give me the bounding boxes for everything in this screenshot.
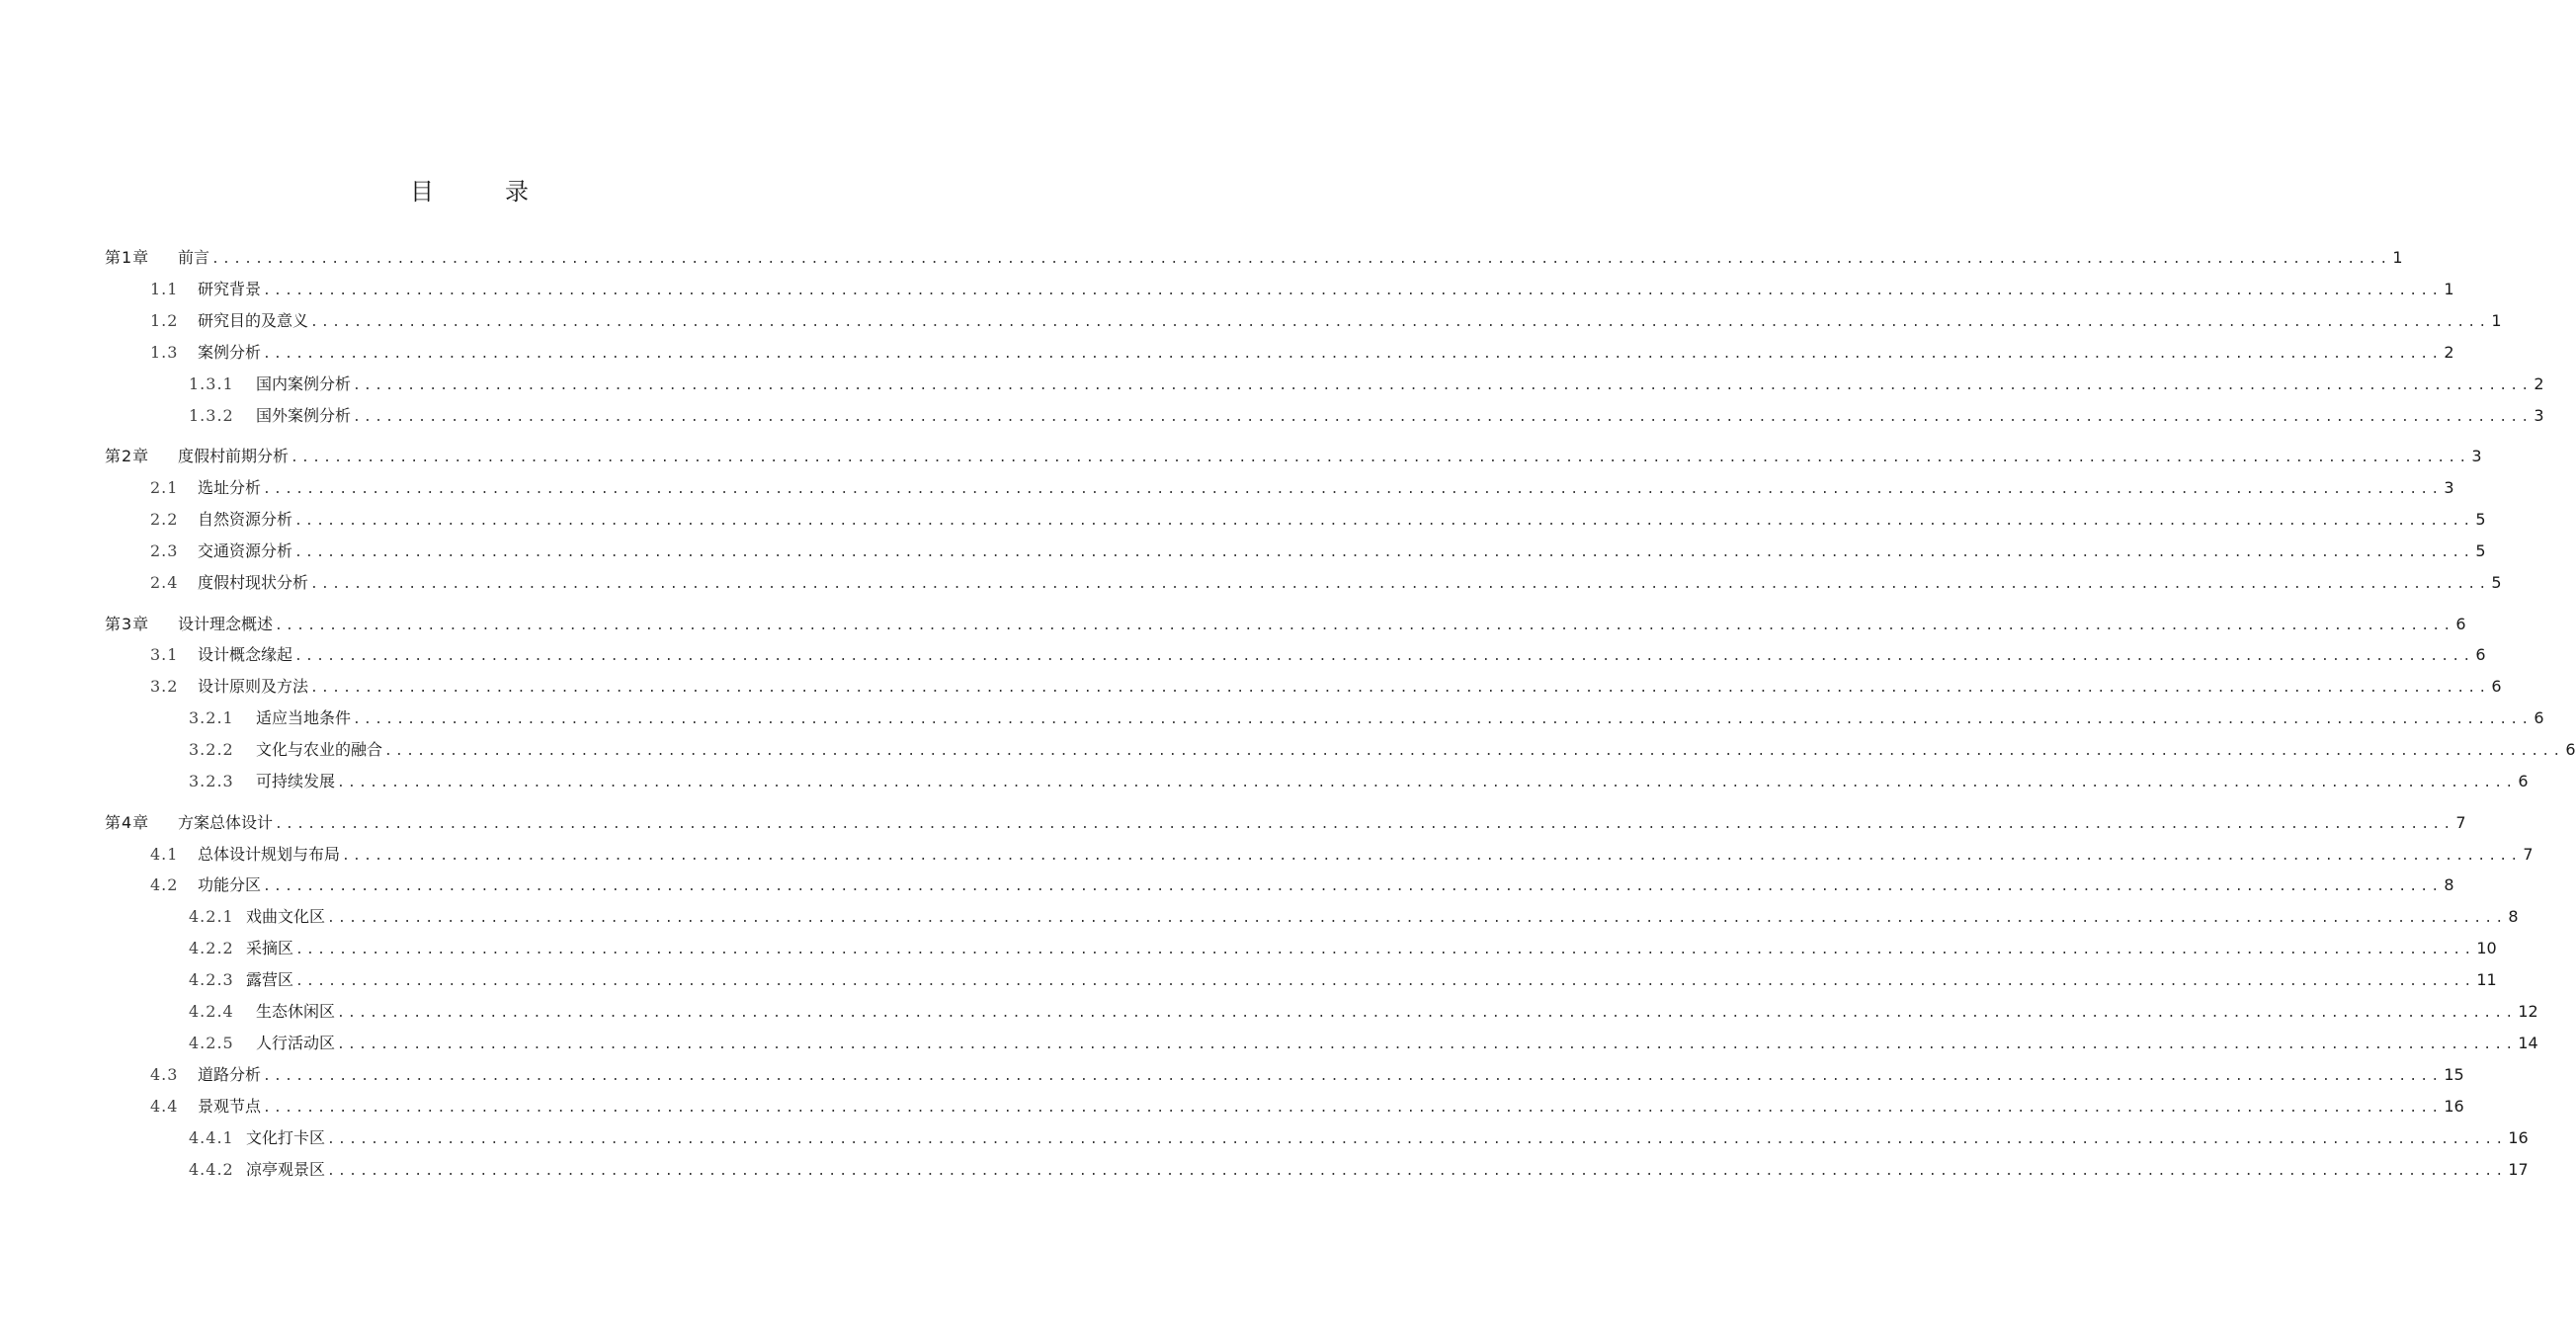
toc-entry-label xyxy=(150,309,308,333)
toc-page-number: 5 xyxy=(2491,573,2502,592)
toc-entry-label xyxy=(189,373,351,396)
toc-entry-title: 采摘区 xyxy=(246,939,294,957)
toc-page-number: 6 xyxy=(2534,708,2544,727)
toc-page-number: 3 xyxy=(2471,447,2482,465)
toc-page-number: 3 xyxy=(2444,478,2454,497)
toc-entry-number: 4.2.1 xyxy=(189,907,234,926)
toc-section-entry[interactable] xyxy=(189,770,2529,793)
toc-page-number: 6 xyxy=(2565,740,2576,759)
toc-section-entry[interactable] xyxy=(189,738,2576,762)
toc-entry-title: 戏曲文化区 xyxy=(246,907,326,926)
dot-leader: ........................................................................................................................................................................................................ xyxy=(294,649,2474,664)
toc-entry-label xyxy=(150,1095,261,1119)
toc-entry-number: 第1章 xyxy=(105,248,150,267)
toc-section-entry[interactable] xyxy=(150,1095,2464,1119)
toc-entry-number: 3.1 xyxy=(150,645,179,664)
dot-leader: ........................................................................................................................................................................................................ xyxy=(263,284,2443,298)
toc-entry-number: 第2章 xyxy=(105,447,150,465)
toc-entry-label xyxy=(150,843,340,867)
dot-leader: ........................................................................................................................................................................................................ xyxy=(384,744,2564,759)
toc-section-entry[interactable] xyxy=(150,540,2486,563)
dot-leader: ........................................................................................................................................................................................................ xyxy=(353,712,2533,727)
toc-section-entry[interactable] xyxy=(189,1158,2529,1182)
toc-page-number: 6 xyxy=(2491,677,2502,696)
toc-page-number: 14 xyxy=(2518,1034,2538,1052)
dot-leader: ........................................................................................................................................................................................................ xyxy=(294,545,2474,560)
toc-entry-label xyxy=(189,937,293,960)
toc-page-number: 2 xyxy=(2444,343,2454,362)
dot-leader: ........................................................................................................................................................................................................ xyxy=(263,1101,2443,1116)
toc-section-entry[interactable] xyxy=(150,675,2502,699)
toc-entry-label xyxy=(189,770,335,793)
dot-leader: ........................................................................................................................................................................................................ xyxy=(337,1006,2517,1021)
toc-entry-title: 交通资源分析 xyxy=(198,541,293,560)
toc-entry-number: 1.2 xyxy=(150,311,179,330)
toc-entry-label xyxy=(189,706,351,730)
toc-section-entry[interactable] xyxy=(150,476,2454,500)
toc-entry-label xyxy=(189,1000,335,1024)
toc-entry-number: 2.3 xyxy=(150,541,179,560)
toc-chapter-entry[interactable] xyxy=(105,613,2466,636)
toc-chapter-entry[interactable] xyxy=(105,811,2466,835)
dot-leader: ........................................................................................................................................................................................................ xyxy=(310,577,2490,592)
toc-entry-label xyxy=(150,476,261,500)
dot-leader: ........................................................................................................................................................................................................ xyxy=(327,911,2507,926)
toc-entry-label xyxy=(189,968,293,992)
dot-leader: ........................................................................................................................................................................................................ xyxy=(291,451,2470,465)
toc-entry-number: 4.2.2 xyxy=(189,939,234,957)
toc-section-entry[interactable] xyxy=(150,571,2502,595)
toc-page-number: 7 xyxy=(2455,813,2466,832)
toc-page-number: 17 xyxy=(2508,1160,2529,1179)
dot-leader: ........................................................................................................................................................................................................ xyxy=(337,776,2517,790)
toc-section-entry[interactable] xyxy=(189,706,2544,730)
toc-section-entry[interactable] xyxy=(150,341,2454,365)
toc-entry-label xyxy=(189,738,382,762)
toc-entry-number: 4.2 xyxy=(150,875,179,894)
toc-entry-number: 2.1 xyxy=(150,478,179,497)
toc-entry-title: 案例分析 xyxy=(198,343,262,362)
toc-section-entry[interactable] xyxy=(189,1032,2538,1055)
toc-entry-number: 2.4 xyxy=(150,573,179,592)
toc-entry-title: 自然资源分析 xyxy=(198,510,293,529)
dot-leader: ........................................................................................................................................................................................................ xyxy=(263,879,2443,894)
toc-page-number: 16 xyxy=(2444,1097,2464,1116)
toc-entry-number: 3.2.1 xyxy=(189,708,234,727)
dot-leader: ........................................................................................................................................................................................................ xyxy=(295,943,2475,957)
toc-entry-title: 露营区 xyxy=(246,970,294,989)
toc-entry-title: 文化打卡区 xyxy=(246,1128,326,1147)
toc-entry-title: 生态休闲区 xyxy=(256,1002,336,1021)
dot-leader: ........................................................................................................................................................................................................ xyxy=(327,1132,2507,1147)
toc-entry-number: 2.2 xyxy=(150,510,179,529)
toc-entry-title: 方案总体设计 xyxy=(178,813,274,832)
toc-entry-number: 第3章 xyxy=(105,615,150,633)
toc-entry-label xyxy=(189,905,325,929)
toc-entry-label xyxy=(150,508,292,532)
toc-page-number: 1 xyxy=(2491,311,2502,330)
toc-entry-label xyxy=(105,613,273,636)
toc-entry-title: 研究背景 xyxy=(198,280,262,298)
toc-section-entry[interactable] xyxy=(150,1063,2464,1087)
toc-entry-number: 3.2.3 xyxy=(189,772,234,790)
dot-leader: ........................................................................................................................................................................................................ xyxy=(275,619,2454,633)
toc-entry-label xyxy=(105,445,289,468)
toc-section-entry[interactable] xyxy=(189,404,2544,428)
toc-section-entry[interactable] xyxy=(150,643,2486,667)
toc-page-number: 7 xyxy=(2523,845,2534,864)
toc-page-number: 6 xyxy=(2475,645,2486,664)
toc-entry-number: 4.4 xyxy=(150,1097,179,1116)
toc-section-entry[interactable] xyxy=(189,1000,2538,1024)
dot-leader: ........................................................................................................................................................................................................ xyxy=(310,315,2490,330)
toc-entry-number: 4.4.1 xyxy=(189,1128,234,1147)
toc-entry-title: 道路分析 xyxy=(198,1065,262,1084)
toc-section-entry[interactable] xyxy=(189,937,2497,960)
toc-page-number: 5 xyxy=(2475,541,2486,560)
dot-leader: ........................................................................................................................................................................................................ xyxy=(353,410,2533,425)
toc-entry-title: 度假村前期分析 xyxy=(178,447,290,465)
toc-page-number: 10 xyxy=(2476,939,2497,957)
dot-leader: ........................................................................................................................................................................................................ xyxy=(353,378,2533,393)
toc-entry-label xyxy=(189,1032,335,1055)
dot-leader: ........................................................................................................................................................................................................ xyxy=(294,514,2474,529)
page-title: 目 录 xyxy=(410,178,552,206)
dot-leader: ........................................................................................................................................................................................................ xyxy=(211,252,2391,267)
toc-page-number: 6 xyxy=(2518,772,2529,790)
toc-entry-label xyxy=(189,404,351,428)
toc-entry-title: 功能分区 xyxy=(198,875,262,894)
toc-entry-title: 研究目的及意义 xyxy=(198,311,309,330)
toc-entry-label xyxy=(150,643,292,667)
toc-entry-number: 4.4.2 xyxy=(189,1160,234,1179)
toc-page-number: 3 xyxy=(2534,406,2544,425)
toc-entry-title: 选址分析 xyxy=(198,478,262,497)
toc-page-number: 2 xyxy=(2534,374,2544,393)
toc-section-entry[interactable] xyxy=(189,373,2544,396)
toc-entry-label xyxy=(189,1158,325,1182)
toc-entry-number: 4.3 xyxy=(150,1065,179,1084)
toc-entry-title: 总体设计规划与布局 xyxy=(198,845,341,864)
toc-section-entry[interactable] xyxy=(150,278,2454,301)
dot-leader: ........................................................................................................................................................................................................ xyxy=(310,681,2490,696)
dot-leader: ........................................................................................................................................................................................................ xyxy=(295,974,2475,989)
toc-entry-number: 1.3.1 xyxy=(189,374,234,393)
toc-page-number: 1 xyxy=(2392,248,2403,267)
toc-page-number: 8 xyxy=(2444,875,2454,894)
toc-entry-label xyxy=(189,1126,325,1150)
toc-entry-label xyxy=(150,571,308,595)
dot-leader: ........................................................................................................................................................................................................ xyxy=(337,1038,2517,1052)
toc-page-number: 6 xyxy=(2455,615,2466,633)
toc-entry-title: 国内案例分析 xyxy=(256,374,352,393)
toc-entry-label xyxy=(150,278,261,301)
toc-entry-number: 4.2.5 xyxy=(189,1034,234,1052)
toc-entry-number: 4.1 xyxy=(150,845,179,864)
toc-entry-title: 国外案例分析 xyxy=(256,406,352,425)
toc-section-entry[interactable] xyxy=(150,873,2454,897)
toc-entry-label xyxy=(105,246,209,270)
toc-section-entry[interactable] xyxy=(189,905,2519,929)
toc-entry-title: 凉亭观景区 xyxy=(246,1160,326,1179)
toc-chapter-entry[interactable] xyxy=(105,246,2403,270)
dot-leader: ........................................................................................................................................................................................................ xyxy=(263,1069,2443,1084)
toc-entry-title: 度假村现状分析 xyxy=(198,573,309,592)
toc-entry-title: 适应当地条件 xyxy=(256,708,352,727)
dot-leader: ........................................................................................................................................................................................................ xyxy=(263,482,2443,497)
toc-entry-title: 文化与农业的融合 xyxy=(256,740,383,759)
toc-section-entry[interactable] xyxy=(150,843,2534,867)
toc-entry-label xyxy=(150,873,261,897)
dot-leader: ........................................................................................................................................................................................................ xyxy=(275,817,2454,832)
toc-entry-number: 4.2.4 xyxy=(189,1002,234,1021)
dot-leader: ........................................................................................................................................................................................................ xyxy=(342,849,2522,864)
toc-section-entry[interactable] xyxy=(189,968,2497,992)
toc-entry-title: 设计原则及方法 xyxy=(198,677,309,696)
toc-entry-label xyxy=(150,540,292,563)
toc-entry-title: 人行活动区 xyxy=(256,1034,336,1052)
toc-entry-number: 4.2.3 xyxy=(189,970,234,989)
toc-entry-title: 设计理念概述 xyxy=(178,615,274,633)
toc-entry-number: 第4章 xyxy=(105,813,150,832)
toc-page-number: 15 xyxy=(2444,1065,2464,1084)
toc-entry-number: 1.3.2 xyxy=(189,406,234,425)
toc-entry-label xyxy=(105,811,273,835)
toc-entry-title: 可持续发展 xyxy=(256,772,336,790)
toc-chapter-entry[interactable] xyxy=(105,445,2482,468)
toc-page-number: 5 xyxy=(2475,510,2486,529)
toc-entry-label xyxy=(150,1063,261,1087)
dot-leader: ........................................................................................................................................................................................................ xyxy=(327,1164,2507,1179)
toc-page-number: 16 xyxy=(2508,1128,2529,1147)
toc-page-number: 8 xyxy=(2508,907,2519,926)
toc-entry-number: 3.2 xyxy=(150,677,179,696)
toc-entry-title: 前言 xyxy=(178,248,210,267)
toc-section-entry[interactable] xyxy=(189,1126,2529,1150)
toc-entry-number: 3.2.2 xyxy=(189,740,234,759)
toc-entry-title: 景观节点 xyxy=(198,1097,262,1116)
toc-section-entry[interactable] xyxy=(150,508,2486,532)
toc-entry-label xyxy=(150,675,308,699)
toc-page-number: 12 xyxy=(2518,1002,2538,1021)
toc-page-number: 11 xyxy=(2476,970,2497,989)
toc-entry-label xyxy=(150,341,261,365)
toc-page-number: 1 xyxy=(2444,280,2454,298)
toc-entry-number: 1.1 xyxy=(150,280,179,298)
toc-section-entry[interactable] xyxy=(150,309,2502,333)
toc-entry-title: 设计概念缘起 xyxy=(198,645,293,664)
dot-leader: ........................................................................................................................................................................................................ xyxy=(263,347,2443,362)
toc-entry-number: 1.3 xyxy=(150,343,179,362)
